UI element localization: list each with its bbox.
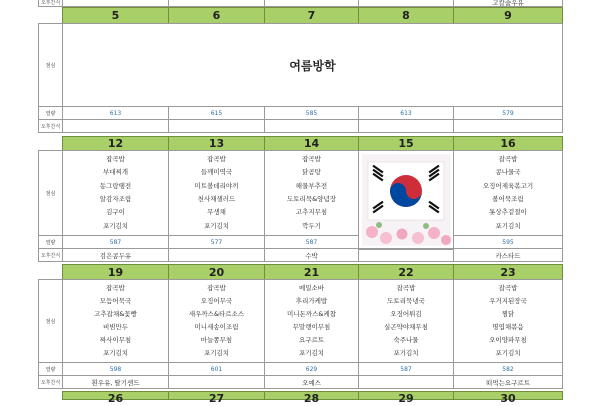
- menu-item: 명엽채볶음: [492, 323, 524, 331]
- menu-item: 찜닭: [501, 310, 515, 318]
- lunch-label: 점심: [38, 279, 63, 363]
- lunch-label: 점심: [38, 150, 63, 236]
- date-header: 5: [62, 7, 169, 24]
- date-header: 6: [168, 7, 265, 24]
- date-header: 30: [453, 391, 563, 400]
- menu-item: 부대찌개: [102, 168, 129, 177]
- kcal-value: 579: [453, 106, 563, 120]
- date-header: 9: [453, 7, 563, 24]
- snack-label-top: 오후간식: [38, 0, 63, 7]
- menu-item: 포기김치: [298, 349, 325, 357]
- kcal-value: 629: [264, 362, 359, 376]
- snack-value: 카스타드: [453, 248, 563, 262]
- kcal-value: 601: [168, 362, 265, 376]
- menu-item: 천사채샐러드: [197, 195, 236, 204]
- summer-vacation-notice: 여름방학: [62, 23, 563, 107]
- menu-item: 톳상추겉절이: [489, 208, 527, 217]
- flag-svg: [362, 154, 451, 246]
- date-header: 12: [62, 136, 169, 151]
- menu-item: 김구이: [106, 208, 125, 217]
- menu-item: 콩나물국: [495, 168, 521, 177]
- menu-item: 실곤약야채무침: [384, 323, 428, 331]
- date-header: 22: [358, 264, 454, 280]
- snack-label: 오후간식: [38, 375, 63, 389]
- date-header: 20: [168, 264, 265, 280]
- menu-item: 짜사이무침: [99, 336, 132, 344]
- menu-item: 포기김치: [102, 221, 129, 230]
- menu-item: 우거지된장국: [489, 297, 527, 305]
- snack-label: 오후간식: [38, 248, 63, 262]
- kcal-value: 577: [168, 235, 265, 249]
- menu-item: 포기김치: [203, 349, 230, 357]
- menu-item: 오징어튀김: [390, 310, 422, 318]
- menu-cell: [453, 279, 563, 363]
- menu-item: 잡곡밥: [207, 155, 226, 164]
- menu-cell: [62, 279, 169, 363]
- menu-cell: [168, 279, 265, 363]
- kcal-value: 613: [62, 106, 169, 120]
- menu-item: 포기김치: [203, 221, 230, 230]
- menu-cell: [453, 150, 563, 236]
- date-header: 28: [264, 391, 359, 400]
- menu-item: 해물부추전: [295, 181, 328, 190]
- kcal-label: 열량: [38, 106, 63, 120]
- menu-item: 오징어무국: [200, 297, 233, 305]
- menu-item: 도토리묵냉국: [387, 297, 425, 305]
- menu-cell: [264, 150, 359, 236]
- menu-item: 볼어묵조림: [492, 195, 524, 204]
- menu-item: 마늘쫑무침: [200, 336, 233, 344]
- menu-cell: [264, 279, 359, 363]
- menu-item: 들깨미역국: [200, 168, 233, 177]
- date-header: 14: [264, 136, 359, 151]
- menu-item: 동그랑땡전: [99, 181, 132, 190]
- menu-item: 오징어제육볶고기: [482, 181, 534, 190]
- date-header: 8: [358, 7, 454, 24]
- menu-item: 도토리묵&양념장: [286, 195, 337, 204]
- menu-item: 포기김치: [102, 349, 129, 357]
- menu-item: 잡곡밥: [207, 284, 226, 292]
- kcal-value: 595: [453, 235, 563, 249]
- menu-item: 포기김치: [495, 349, 521, 357]
- date-header: 21: [264, 264, 359, 280]
- menu-item: 비빔만두: [102, 323, 129, 331]
- snack-value: 오예스: [264, 375, 359, 389]
- kcal-value: 582: [453, 362, 563, 376]
- menu-item: 모듬어묵국: [99, 297, 132, 305]
- kcal-value: 615: [168, 106, 265, 120]
- menu-item: 잡곡밥: [106, 155, 125, 164]
- kcal-value: 587: [62, 235, 169, 249]
- menu-item: 잡곡밥: [396, 284, 416, 292]
- date-header: 13: [168, 136, 265, 151]
- menu-item: 새우까스&타르소스: [188, 310, 245, 318]
- menu-item: 잡곡밥: [498, 284, 518, 292]
- snack-label: 오후간식: [38, 119, 63, 133]
- menu-cell: [62, 150, 169, 236]
- date-header: 29: [358, 391, 454, 400]
- menu-item: 미니돈까스&케찹: [286, 310, 337, 318]
- kcal-label: 열량: [38, 362, 63, 376]
- menu-item: 깍두기: [302, 221, 321, 230]
- menu-item: 후리가케밥: [295, 297, 328, 305]
- menu-item: 포기김치: [495, 221, 521, 230]
- menu-item: 포기김치: [393, 349, 419, 357]
- kcal-value: 587: [264, 235, 359, 249]
- menu-item: 숙주나물: [393, 336, 419, 344]
- menu-item: 미트볼데리야끼: [194, 181, 239, 190]
- snack-top-last: 고칼슘우유: [453, 0, 563, 7]
- menu-item: 메밀소바: [298, 284, 325, 292]
- date-header: 15: [358, 136, 454, 151]
- snack-value: 검은콩두유: [62, 248, 169, 262]
- menu-item: 닭곰탕: [302, 168, 321, 177]
- snack-value: 떠먹는요구르트: [453, 375, 563, 389]
- date-header: 19: [62, 264, 169, 280]
- liberation-day-flag-picture: [362, 154, 451, 246]
- date-header: 16: [453, 136, 563, 151]
- date-header: 26: [62, 391, 169, 400]
- snack-value: 흰우유, 딸기샌드: [62, 375, 169, 389]
- kcal-value: 587: [358, 362, 454, 376]
- lunch-label: 점심: [38, 23, 63, 107]
- menu-item: 잡곡밥: [302, 155, 321, 164]
- menu-item: 미니새송이조림: [194, 323, 239, 331]
- kcal-value: 598: [62, 362, 169, 376]
- menu-cell: [168, 150, 265, 236]
- kcal-label: 열량: [38, 235, 63, 249]
- menu-item: 무생채: [207, 208, 226, 217]
- date-header: 23: [453, 264, 563, 280]
- menu-item: 무말랭이무침: [292, 323, 331, 331]
- date-header: 7: [264, 7, 359, 24]
- menu-item: 잡곡밥: [106, 284, 125, 292]
- menu-item: 오이양파무침: [489, 336, 527, 344]
- menu-item: 요구르트: [298, 336, 325, 344]
- menu-cell: [358, 279, 454, 363]
- kcal-value: 585: [264, 106, 359, 120]
- menu-item: 알감자조림: [99, 195, 132, 204]
- kcal-value: 613: [358, 106, 454, 120]
- menu-item: 고추잡채&꽃빵: [94, 310, 137, 318]
- menu-item: 잡곡밥: [498, 155, 518, 164]
- date-header: 27: [168, 391, 265, 400]
- snack-value: 수박: [264, 248, 359, 262]
- menu-item: 고추지무침: [295, 208, 328, 217]
